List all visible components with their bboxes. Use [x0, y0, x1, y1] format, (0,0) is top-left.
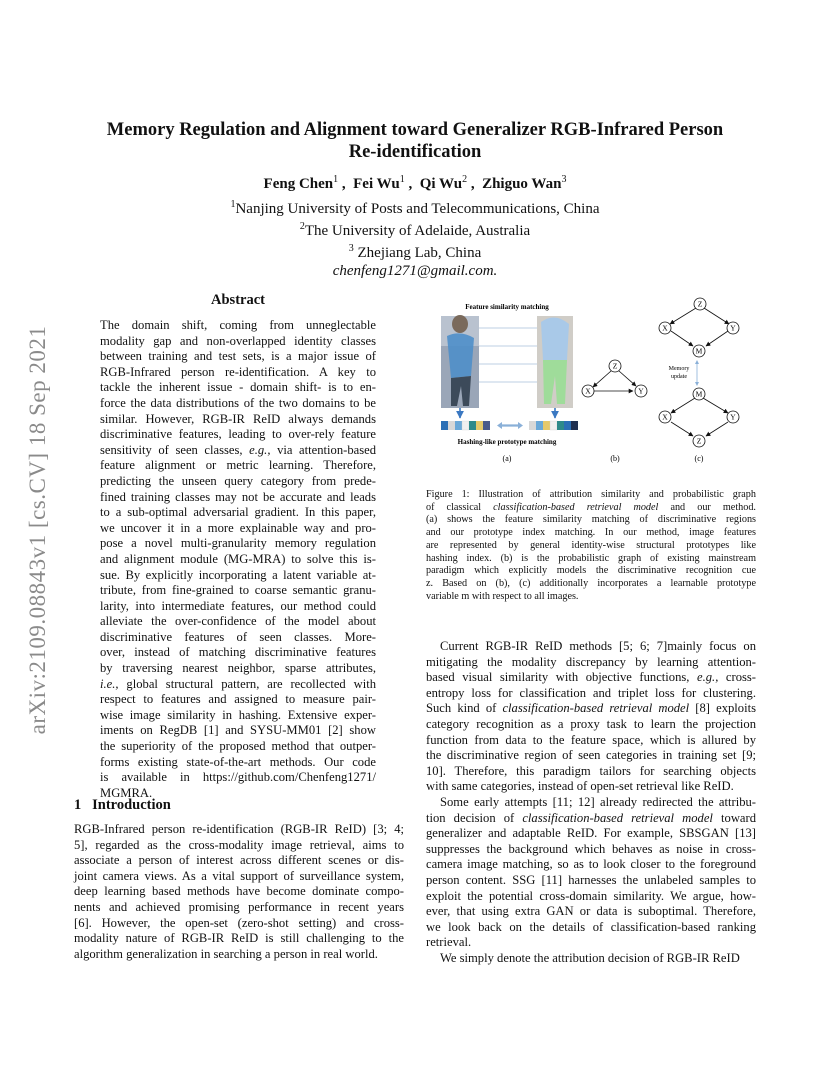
- ir-person-image: [537, 316, 573, 408]
- node-m-label: M: [695, 346, 703, 356]
- text-line: (a) shows the feature similarity matching of discriminative regions: [426, 514, 756, 526]
- text-line: respect to features and assigned to measure pair-: [100, 692, 376, 707]
- section-title: Introduction: [92, 797, 171, 813]
- text-line: z. Based on (b), (c) additionally incorporates a learnable prototype: [426, 577, 756, 589]
- author-email: chenfeng1271@gmail.com.: [332, 263, 498, 279]
- affiliation-line: $^1$Nanjing University of Posts and Telecommunications, China: [230, 199, 600, 217]
- text-line: the discriminative region of seen categories in training set [9;: [426, 748, 756, 763]
- author-sup: 1: [399, 174, 405, 185]
- text-line: similar. However, RGB-IR ReID always demands: [100, 411, 376, 426]
- text-line: mitigating the modality discrepancy by learning attention-: [426, 654, 756, 669]
- right-column-body: [426, 639, 756, 966]
- node-x-label: X: [585, 386, 591, 396]
- author-name: Fei Wu: [353, 176, 400, 192]
- intro-body: [74, 822, 404, 962]
- intro-heading: [74, 797, 171, 814]
- node-y-label: Y: [638, 386, 644, 396]
- text-line: Current RGB-IR ReID methods [5; 6; 7]mainly focus on: [440, 639, 756, 653]
- text-line: generalizer and adaptable ReID. For example, SBSGAN [13]: [426, 826, 756, 841]
- section-number: 1: [74, 797, 82, 813]
- subfigure-c-label: (c): [694, 454, 704, 463]
- graph-b: [582, 360, 647, 397]
- memory-update-label-1: Memory: [668, 366, 690, 372]
- author-name: Feng Chen: [263, 176, 334, 192]
- text-line: wise image similarity in hashing. Extensive exper-: [100, 707, 376, 722]
- text-line: Figure 1: Illustration of attribution similarity and probabilistic graph: [426, 489, 756, 500]
- node-m-label: M: [695, 389, 703, 399]
- text-line: tion decision of classification-based retrieval model toward: [426, 810, 756, 825]
- text-line: RGB-Infrared person re-identification. A key to: [100, 364, 376, 379]
- text-line: forms existing state-of-the-art methods. Our code: [100, 754, 376, 769]
- text-line: over, instead of matching discriminative features: [100, 645, 376, 660]
- text-line: discriminative features of seen classes. More-: [100, 629, 376, 644]
- text-line: tackle the inherent issue - domain shift- is to en-: [100, 380, 376, 395]
- text-line: fined training classes may not be accurate and leads: [100, 489, 376, 504]
- subfigure-a-label: (a): [502, 454, 512, 463]
- graph-c-bottom: [659, 388, 739, 447]
- node-y-label: Y: [730, 412, 736, 422]
- author-sup: 1: [333, 174, 339, 185]
- text-line: by traversing nearest neighbor, sparse attributes,: [100, 661, 376, 676]
- text-line: We simply denote the attribution decision of RGB-IR ReID: [440, 950, 740, 965]
- text-line: RGB-Infrared person re-identification (RGB-IR ReID) [3; 4;: [74, 822, 404, 836]
- text-line: larity, into intermediate features, our method could: [100, 598, 376, 613]
- double-arrow-icon: [497, 422, 523, 429]
- figure-1: [425, 294, 757, 468]
- node-z-label: Z: [612, 361, 618, 371]
- affiliations: [70, 196, 760, 280]
- text-line: category recognition as a proxy task to learn the projection: [426, 716, 756, 731]
- text-line: and alignment module (MG-MRA) to solve this is-: [100, 551, 376, 566]
- rgb-person-image: [441, 315, 479, 408]
- text-line: alleviate the over-confidence of the model about: [100, 614, 376, 629]
- text-line: with same categories, instead of open-set retrieval like ReID.: [426, 779, 734, 794]
- memory-update-arrow-icon: [695, 360, 699, 386]
- text-line: are represented by general identity-wise structural prototypes like: [426, 539, 756, 551]
- text-line: is available in https://github.com/Chenfeng1271/: [100, 770, 376, 785]
- text-line: of classical classification-based retrieval model and our method.: [426, 501, 756, 513]
- author-list: Feng Chen$^1$ , Fei Wu$^1$ , Qi Wu$^2$ , Zhiguo Wan$^3$: [263, 174, 567, 192]
- text-line: [6]. However, the open-set (zero-shot setting) and cross-: [74, 915, 404, 930]
- text-line: we look back on the details of classification-based ranking: [426, 919, 756, 934]
- text-line: MGMRA.: [100, 785, 153, 800]
- arxiv-identifier: [26, 290, 50, 770]
- text-line: pose a novel multi-granularity memory regulation: [100, 536, 376, 551]
- node-y-label: Y: [730, 323, 736, 333]
- text-line: ever, that using extra GAN or data is suboptimal. Therefore,: [426, 904, 756, 919]
- node-x-label: X: [662, 412, 668, 422]
- text-line: Some early attempts [11; 12] already redirected the attribu-: [440, 794, 756, 809]
- text-line: sue. By explicitly incorporating a latent variable at-: [100, 567, 376, 582]
- text-line: camera image matching, so as to look closer to the foreground: [426, 857, 756, 872]
- text-line: 10]. Therefore, this paradigm tailors for searching objects: [426, 763, 756, 778]
- text-line: discriminative features, leading to over-rely feature: [100, 427, 376, 442]
- text-line: joint camera views. As a vital support of surveillance system,: [74, 868, 404, 883]
- affiliation-line: $^3$ Zhejiang Lab, China: [348, 243, 482, 261]
- text-line: entropy loss for classification and triplet loss for clustering.: [426, 685, 756, 700]
- author-name: Zhiguo Wan: [482, 176, 562, 192]
- text-line: feature alignment or metric learning. Therefore,: [100, 458, 376, 473]
- author-sup: 2: [462, 174, 468, 185]
- text-line: force the data distributions of the two domains to be: [100, 395, 376, 410]
- text-line: function from data to the feature space, which is allured by: [426, 732, 756, 747]
- feature-similarity-label: Feature similarity matching: [465, 303, 549, 311]
- text-line: 5], regarded as the cross-modality image retrieval, aims to: [74, 837, 404, 852]
- text-line: between training and test sets, is a major issue of: [100, 349, 376, 364]
- text-line: variable m with respect to all images.: [426, 590, 579, 602]
- memory-update-label-2: update: [671, 374, 687, 380]
- text-line: and our prototype index matching. In our method, image features: [426, 527, 756, 539]
- node-z-label: Z: [696, 436, 702, 446]
- hashing-matching-label: Hashing-like prototype matching: [457, 438, 557, 446]
- text-line: sensitivity of seen classes, e.g., via attention-based: [100, 442, 376, 457]
- text-line: nents and achieved promising performance in recent years: [74, 899, 404, 914]
- text-line: hashing index. (b) is the probabilistic graph of existing mainstream: [426, 552, 756, 564]
- hash-code-left: [441, 421, 490, 430]
- author-name: Qi Wu: [419, 176, 463, 192]
- text-line: predicting the unseen query category from prede-: [100, 473, 376, 488]
- hash-code-right: [529, 421, 578, 430]
- text-line: deep learning based methods have become dominate compo-: [74, 884, 404, 899]
- text-line: based visual similarity with objective functions, e.g., cross-: [426, 670, 757, 685]
- node-x-label: X: [662, 323, 668, 333]
- title-line-2: Re-identification: [348, 142, 482, 162]
- text-line: Such kind of classification-based retrieval model [8] exploits: [426, 701, 756, 716]
- text-line: modality nature of RGB-IR ReID is still challenging to the: [74, 931, 404, 946]
- subfigure-b-label: (b): [610, 454, 620, 463]
- text-line: retrieval.: [426, 935, 472, 950]
- text-line: algorithm generalization in searching a person in real world.: [74, 946, 378, 961]
- graph-c-top: [659, 298, 739, 357]
- text-line: we uncover it in a more explainable way and pro-: [100, 520, 376, 535]
- text-line: person content. SSG [11] harnesses the unlabeled samples to: [426, 872, 756, 887]
- text-line: associate a person of interest across different scenes or dis-: [74, 853, 404, 868]
- text-line: modality gap and non-overlapped identity classes: [100, 333, 376, 348]
- text-line: iments on RegDB [1] and SYSU-MM01 [2] show: [100, 723, 376, 738]
- paper-title: [70, 119, 760, 163]
- text-line: tribute, from fine-grained to coarse semantic granu-: [100, 583, 376, 598]
- text-line: exploit the potential cross-domain similarity. We argue, how-: [426, 888, 756, 903]
- text-line: suppresses the background which behaves as noise in cross-: [426, 841, 756, 856]
- author-sup: 3: [561, 174, 567, 185]
- affiliation-line: $^2$The University of Adelaide, Australia: [299, 221, 531, 239]
- text-line: paradigm which explicitly models the discriminative recognition cue: [426, 565, 756, 577]
- figure-caption: [426, 489, 756, 603]
- text-line: the superiority of the proposed method that outper-: [100, 739, 376, 754]
- node-z-label: Z: [697, 299, 703, 309]
- abstract-body: [100, 318, 376, 801]
- text-line: The domain shift, coming from unneglectable: [100, 318, 376, 332]
- abstract-heading: Abstract: [211, 292, 265, 308]
- text-line: i.e., global structural pattern, are recollected with: [100, 676, 376, 691]
- text-line: to a sub-optimal adversarial gradient. In this paper,: [100, 505, 376, 520]
- title-line-1: Memory Regulation and Alignment toward Generalizer RGB-Infrared Person: [106, 120, 724, 140]
- arxiv-identifier-text: arXiv:2109.08843v1 [cs.CV] 18 Sep 2021: [25, 325, 50, 735]
